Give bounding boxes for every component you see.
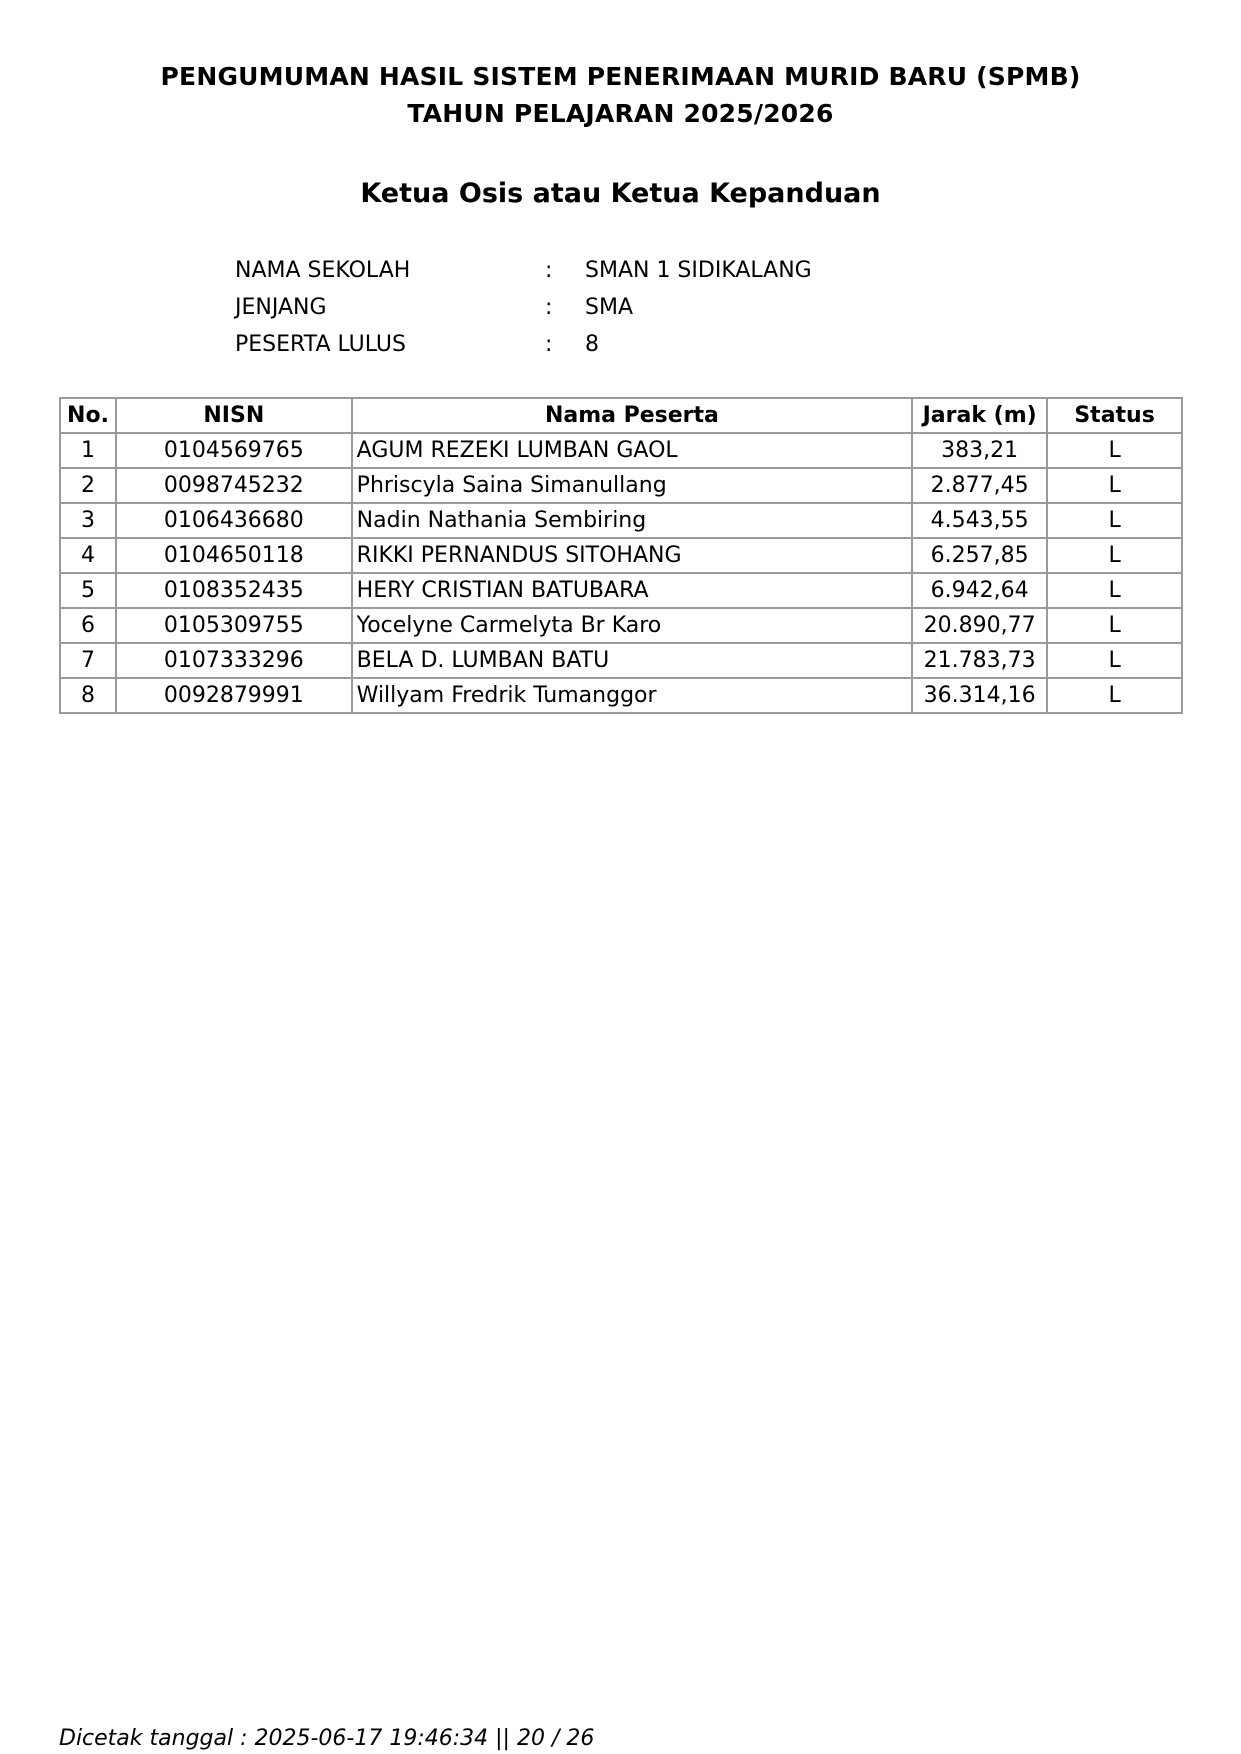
- table-row: [60, 643, 1182, 678]
- info-colon: :: [545, 295, 553, 320]
- results-table: [59, 397, 1183, 714]
- cell-distance: 383,21: [912, 433, 1047, 468]
- table-row: [60, 433, 1182, 468]
- cell-no: 6: [60, 608, 116, 643]
- cell-distance: 2.877,45: [912, 468, 1047, 503]
- cell-name: Yocelyne Carmelyta Br Karo: [352, 608, 913, 643]
- cell-status: L: [1047, 503, 1182, 538]
- print-footer: Dicetak tanggal : 2025-06-17 19:46:34 || 20 / 26: [59, 1726, 595, 1751]
- table-row: [60, 608, 1182, 643]
- info-label: PESERTA LULUS: [235, 332, 406, 357]
- cell-nisn: 0104569765: [116, 433, 352, 468]
- cell-no: 8: [60, 678, 116, 713]
- info-row-level: [235, 289, 812, 326]
- cell-no: 7: [60, 643, 116, 678]
- cell-name: RIKKI PERNANDUS SITOHANG: [352, 538, 913, 573]
- column-header-status: Status: [1047, 398, 1182, 433]
- cell-nisn: 0092879991: [116, 678, 352, 713]
- cell-name: Phriscyla Saina Simanullang: [352, 468, 913, 503]
- cell-nisn: 0105309755: [116, 608, 352, 643]
- cell-status: L: [1047, 643, 1182, 678]
- table-row: [60, 503, 1182, 538]
- cell-nisn: 0108352435: [116, 573, 352, 608]
- cell-distance: 6.942,64: [912, 573, 1047, 608]
- cell-name: Willyam Fredrik Tumanggor: [352, 678, 913, 713]
- cell-status: L: [1047, 573, 1182, 608]
- column-header-no: No.: [60, 398, 116, 433]
- table-row: [60, 538, 1182, 573]
- info-label: JENJANG: [235, 295, 327, 320]
- cell-status: L: [1047, 468, 1182, 503]
- cell-status: L: [1047, 538, 1182, 573]
- table-row: [60, 468, 1182, 503]
- cell-distance: 36.314,16: [912, 678, 1047, 713]
- cell-no: 3: [60, 503, 116, 538]
- info-value: SMA: [585, 295, 633, 320]
- title-line-2: TAHUN PELAJARAN 2025/2026: [407, 99, 834, 128]
- table-row: [60, 678, 1182, 713]
- cell-status: L: [1047, 608, 1182, 643]
- cell-nisn: 0107333296: [116, 643, 352, 678]
- school-info: [235, 252, 812, 363]
- cell-no: 2: [60, 468, 116, 503]
- info-label: NAMA SEKOLAH: [235, 258, 411, 283]
- cell-nisn: 0106436680: [116, 503, 352, 538]
- column-header-distance: Jarak (m): [912, 398, 1047, 433]
- cell-name: Nadin Nathania Sembiring: [352, 503, 913, 538]
- cell-no: 5: [60, 573, 116, 608]
- info-colon: :: [545, 332, 553, 357]
- cell-distance: 20.890,77: [912, 608, 1047, 643]
- document-title: [0, 58, 1241, 132]
- cell-name: HERY CRISTIAN BATUBARA: [352, 573, 913, 608]
- info-row-school: [235, 252, 812, 289]
- table-header-row: [60, 398, 1182, 433]
- cell-nisn: 0098745232: [116, 468, 352, 503]
- info-value: 8: [585, 332, 599, 357]
- info-value: SMAN 1 SIDIKALANG: [585, 258, 812, 283]
- cell-distance: 21.783,73: [912, 643, 1047, 678]
- cell-nisn: 0104650118: [116, 538, 352, 573]
- cell-distance: 6.257,85: [912, 538, 1047, 573]
- cell-name: AGUM REZEKI LUMBAN GAOL: [352, 433, 913, 468]
- column-header-nisn: NISN: [116, 398, 352, 433]
- info-row-passed: [235, 326, 812, 363]
- cell-no: 1: [60, 433, 116, 468]
- column-header-name: Nama Peserta: [352, 398, 913, 433]
- cell-distance: 4.543,55: [912, 503, 1047, 538]
- cell-name: BELA D. LUMBAN BATU: [352, 643, 913, 678]
- cell-status: L: [1047, 678, 1182, 713]
- title-line-1: PENGUMUMAN HASIL SISTEM PENERIMAAN MURID BARU (SPMB): [160, 62, 1081, 91]
- info-colon: :: [545, 258, 553, 283]
- table-row: [60, 573, 1182, 608]
- cell-status: L: [1047, 433, 1182, 468]
- cell-no: 4: [60, 538, 116, 573]
- category-subtitle: Ketua Osis atau Ketua Kepanduan: [360, 178, 881, 209]
